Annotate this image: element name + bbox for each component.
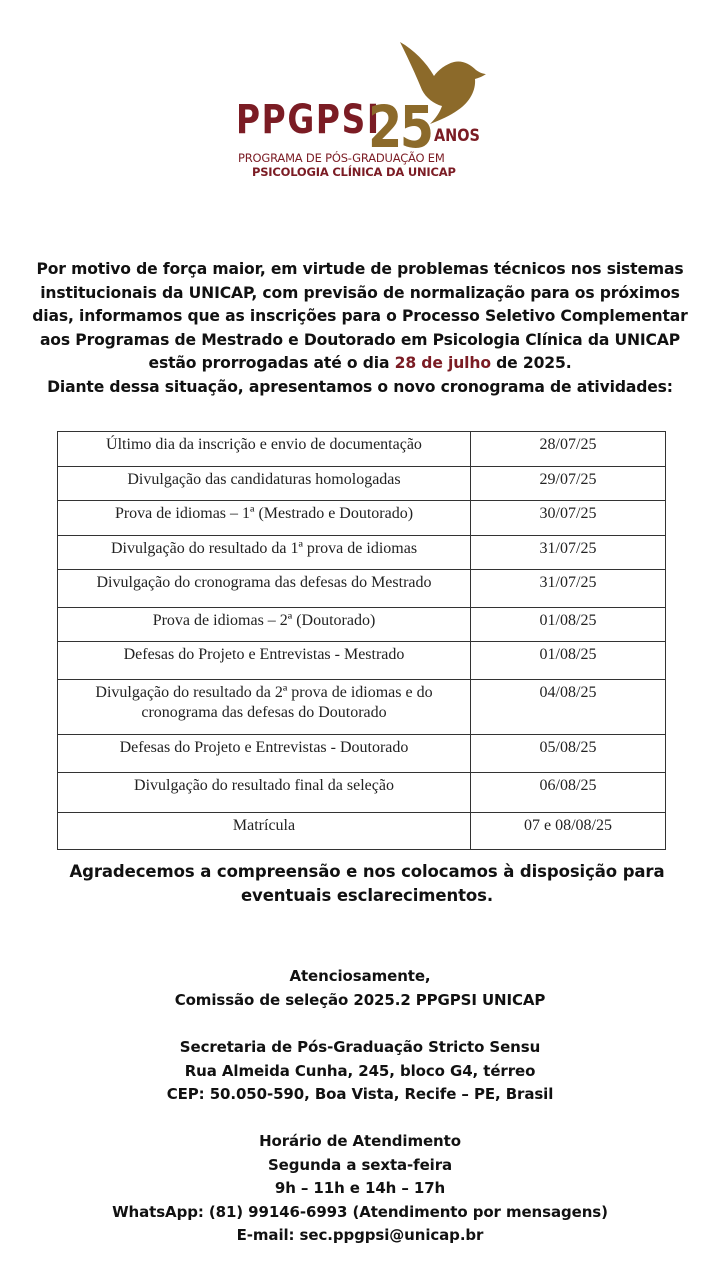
intro-highlight-date: 28 de julho <box>394 354 491 373</box>
activity-cell: Divulgação do resultado da 2ª prova de idiomas e do cronograma das defesas do Doutorado <box>58 680 471 735</box>
table-row <box>58 680 666 735</box>
table-row <box>58 536 666 570</box>
date-cell: 01/08/25 <box>471 608 666 642</box>
date-cell: 01/08/25 <box>471 642 666 680</box>
date-cell: 06/08/25 <box>471 773 666 813</box>
schedule-table <box>57 431 666 850</box>
activity-cell: Defesas do Projeto e Entrevistas - Mestrado <box>58 642 471 680</box>
intro-text-end: de 2025. <box>496 354 572 373</box>
logo-subtitle-1: PROGRAMA DE PÓS-GRADUAÇÃO EM <box>238 151 445 165</box>
logo-brand: PPGPSI <box>236 97 381 143</box>
intro-paragraph <box>24 258 696 400</box>
hours-block <box>20 1130 700 1248</box>
cep: CEP: 50.050-590, Boa Vista, Recife – PE, Brasil <box>166 1085 554 1103</box>
table-row <box>58 501 666 536</box>
table-row <box>58 773 666 813</box>
date-cell: 05/08/25 <box>471 735 666 773</box>
date-cell: 29/07/25 <box>471 467 666 501</box>
street: Rua Almeida Cunha, 245, bloco G4, térreo <box>184 1061 536 1080</box>
hours-days: Segunda a sexta-feira <box>267 1155 453 1174</box>
activity-cell: Divulgação do resultado da 1ª prova de idiomas <box>58 536 471 570</box>
office: Secretaria de Pós-Graduação Stricto Sensu <box>179 1038 541 1056</box>
table-row <box>58 432 666 467</box>
activity-cell: Prova de idiomas – 1ª (Mestrado e Doutorado) <box>58 501 471 536</box>
activity-cell: Prova de idiomas – 2ª (Doutorado) <box>58 608 471 642</box>
date-cell: 31/07/25 <box>471 536 666 570</box>
email: E-mail: sec.ppgpsi@unicap.br <box>236 1226 484 1244</box>
date-cell: 04/08/25 <box>471 680 666 735</box>
activity-cell: Divulgação das candidaturas homologadas <box>58 467 471 501</box>
ppgpsi-logo <box>236 40 496 190</box>
activity-cell: Matrícula <box>58 813 471 850</box>
date-cell: 28/07/25 <box>471 432 666 467</box>
table-row <box>58 570 666 608</box>
committee: Comissão de seleção 2025.2 PPGPSI UNICAP <box>174 990 546 1009</box>
closing: Atenciosamente, <box>289 967 431 985</box>
table-row <box>58 813 666 850</box>
activity-cell: Divulgação do resultado final da seleção <box>58 773 471 813</box>
address-block <box>20 1036 700 1107</box>
whatsapp: WhatsApp: (81) 99146-6993 (Atendimento por mensagens) <box>112 1202 608 1221</box>
logo-anos: ANOS <box>434 126 480 146</box>
intro-line2: Diante dessa situação, apresentamos o novo cronograma de atividades: <box>47 377 673 396</box>
date-cell: 30/07/25 <box>471 501 666 536</box>
date-cell: 31/07/25 <box>471 570 666 608</box>
hours-title: Horário de Atendimento <box>259 1132 461 1150</box>
signature-block <box>20 965 700 1012</box>
logo-25: 25 <box>368 93 432 161</box>
table-row <box>58 467 666 501</box>
logo-subtitle-2: PSICOLOGIA CLÍNICA DA UNICAP <box>252 165 456 179</box>
intro-text: Por motivo de força maior, em virtude de problemas técnicos nos sistemas institucionais da UNICAP, com previsão de normalização para os próximos dias, informamos que as inscrições para o Processo Seletivo Complementar aos Programas de Mestrado e Doutorado em Psicologia Clínica da UNICAP estão prorrogadas até o dia <box>32 260 688 373</box>
table-row <box>58 642 666 680</box>
thanks-message: Agradecemos a compreensão e nos colocamos à disposição para eventuais esclarecimentos. <box>69 862 665 905</box>
table-row <box>58 735 666 773</box>
activity-cell: Divulgação do cronograma das defesas do Mestrado <box>58 570 471 608</box>
table-row <box>58 608 666 642</box>
hours-times: 9h – 11h e 14h – 17h <box>274 1179 446 1197</box>
date-cell: 07 e 08/08/25 <box>471 813 666 850</box>
activity-cell: Último dia da inscrição e envio de documentação <box>58 432 471 467</box>
activity-cell: Defesas do Projeto e Entrevistas - Doutorado <box>58 735 471 773</box>
